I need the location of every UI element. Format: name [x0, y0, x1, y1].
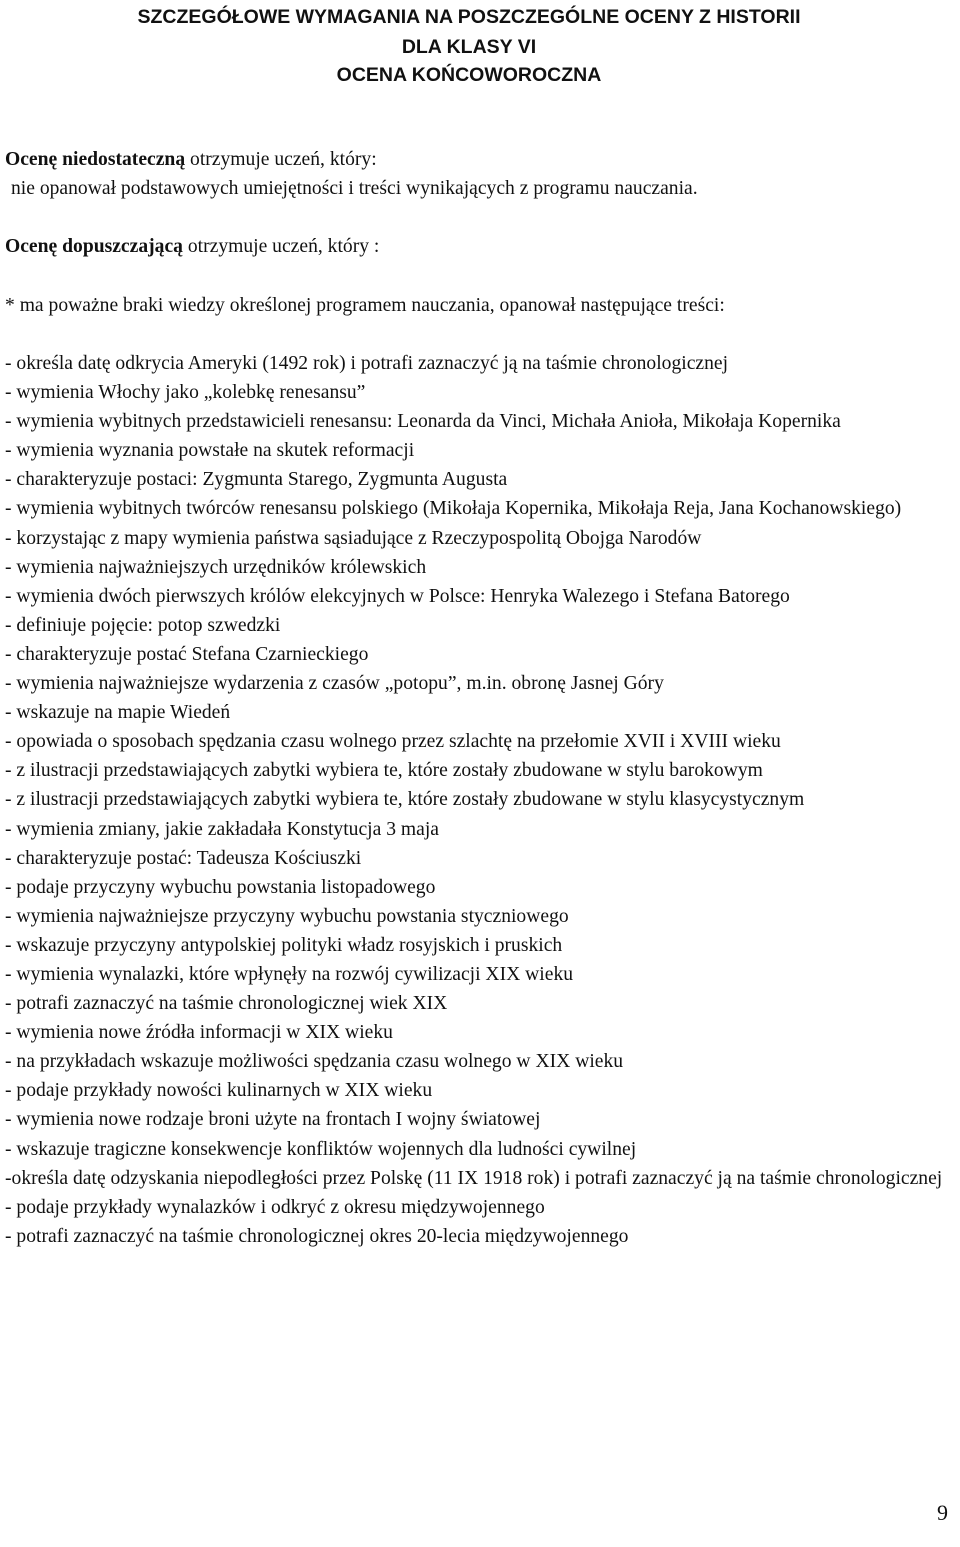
document-subtitle-grade-type: OCENA KOŃCOWOROCZNA	[336, 64, 602, 86]
document-subtitle-class: DLA KLASY VI	[401, 36, 537, 58]
failing-grade-detail: nie opanował podstawowych umiejętności i treści wynikających z programu nauczania.	[11, 178, 698, 199]
requirement-item: - potrafi zaznaczyć na taśmie chronologicznej okres 20-lecia międzywojennego	[5, 1225, 629, 1247]
requirement-item: - wymienia nowe rodzaje broni użyte na frontach I wojny światowej	[5, 1109, 541, 1131]
passing-grade-rest: otrzymuje uczeń, który :	[182, 236, 380, 257]
requirement-item: - podaje przykłady nowości kulinarnych w XIX wieku	[5, 1080, 433, 1102]
requirement-item: - wskazuje na mapie Wiedeń	[5, 702, 231, 724]
requirement-item: - podaje przyczyny wybuchu powstania listopadowego	[5, 876, 436, 898]
passing-grade-intro: * ma poważne braki wiedzy określonej programem nauczania, opanował następujące treści:	[5, 295, 725, 316]
requirement-item: - podaje przykłady wynalazków i odkryć z okresu międzywojennego	[5, 1196, 545, 1218]
requirement-item: - potrafi zaznaczyć na taśmie chronologicznej wiek XIX	[5, 993, 448, 1015]
requirement-item: - charakteryzuje postać Stefana Czarnieckiego	[5, 643, 369, 665]
requirement-item: -określa datę odzyskania niepodległości przez Polskę (11 IX 1918 rok) i potrafi zaznaczyć ją na taśmie chronologicznej	[5, 1167, 943, 1189]
passing-grade-label: Ocenę dopuszczającą	[5, 236, 183, 257]
requirement-item: - wymienia wybitnych twórców renesansu polskiego (Mikołaja Kopernika, Mikołaja Reja, Jana Kochanowskiego)	[5, 498, 902, 520]
requirement-item: - wymienia wyznania powstałe na skutek reformacji	[5, 440, 415, 462]
requirement-item: - wymienia najważniejsze wydarzenia z czasów „potopu”, m.in. obronę Jasnej Góry	[5, 673, 664, 695]
requirement-item: - definiuje pojęcie: potop szwedzki	[5, 614, 281, 636]
requirement-item: - wymienia zmiany, jakie zakładała Konstytucja 3 maja	[5, 818, 439, 840]
requirement-item: - wymienia Włochy jako „kolebkę renesansu”	[5, 382, 366, 404]
failing-grade-label: Ocenę niedostateczną	[5, 149, 186, 170]
requirement-item: - na przykładach wskazuje możliwości spędzania czasu wolnego w XIX wieku	[5, 1051, 624, 1073]
requirement-item: - wymienia wynalazki, które wpłynęły na rozwój cywilizacji XIX wieku	[5, 963, 574, 985]
requirements-list	[5, 349, 950, 1251]
requirement-item: - wskazuje przyczyny antypolskiej polityki władz rosyjskich i pruskich	[5, 934, 563, 956]
requirement-item: - opowiada o sposobach spędzania czasu wolnego przez szlachtę na przełomie XVII i XVIII wieku	[5, 731, 781, 753]
requirement-item: - charakteryzuje postaci: Zygmunta Starego, Zygmunta Augusta	[5, 469, 508, 491]
requirement-item: - korzystając z mapy wymienia państwa sąsiadujące z Rzeczypospolitą Obojga Narodów	[5, 527, 702, 549]
requirement-item: - wymienia dwóch pierwszych królów elekcyjnych w Polsce: Henryka Walezego i Stefana Batorego	[5, 585, 790, 607]
requirement-item: - z ilustracji przedstawiających zabytki wybiera te, które zostały zbudowane w stylu klasycystycznym	[5, 789, 805, 811]
requirement-item: - wymienia najważniejsze przyczyny wybuchu powstania styczniowego	[5, 905, 569, 927]
document-title: SZCZEGÓŁOWE WYMAGANIA NA POSZCZEGÓLNE OCENY Z HISTORII	[137, 6, 801, 28]
passing-grade-heading	[5, 232, 954, 261]
failing-grade-heading	[5, 145, 954, 174]
requirement-item: - z ilustracji przedstawiających zabytki wybiera te, które zostały zbudowane w stylu barokowym	[5, 760, 763, 782]
requirement-item: - wskazuje tragiczne konsekwencje konfliktów wojennych dla ludności cywilnej	[5, 1138, 637, 1160]
requirement-item: - wymienia nowe źródła informacji w XIX wieku	[5, 1022, 393, 1044]
requirement-item: - charakteryzuje postać: Tadeusza Kościuszki	[5, 847, 362, 869]
failing-grade-rest: otrzymuje uczeń, który:	[185, 149, 377, 170]
page-number: 9	[937, 1500, 948, 1525]
requirement-item: - określa datę odkrycia Ameryki (1492 rok) i potrafi zaznaczyć ją na taśmie chronologicznej	[5, 353, 729, 374]
requirement-item: - wymienia wybitnych przedstawicieli renesansu: Leonarda da Vinci, Michała Anioła, Mikołaja Kopernika	[5, 411, 841, 433]
requirement-item: - wymienia najważniejszych urzędników królewskich	[5, 556, 427, 578]
